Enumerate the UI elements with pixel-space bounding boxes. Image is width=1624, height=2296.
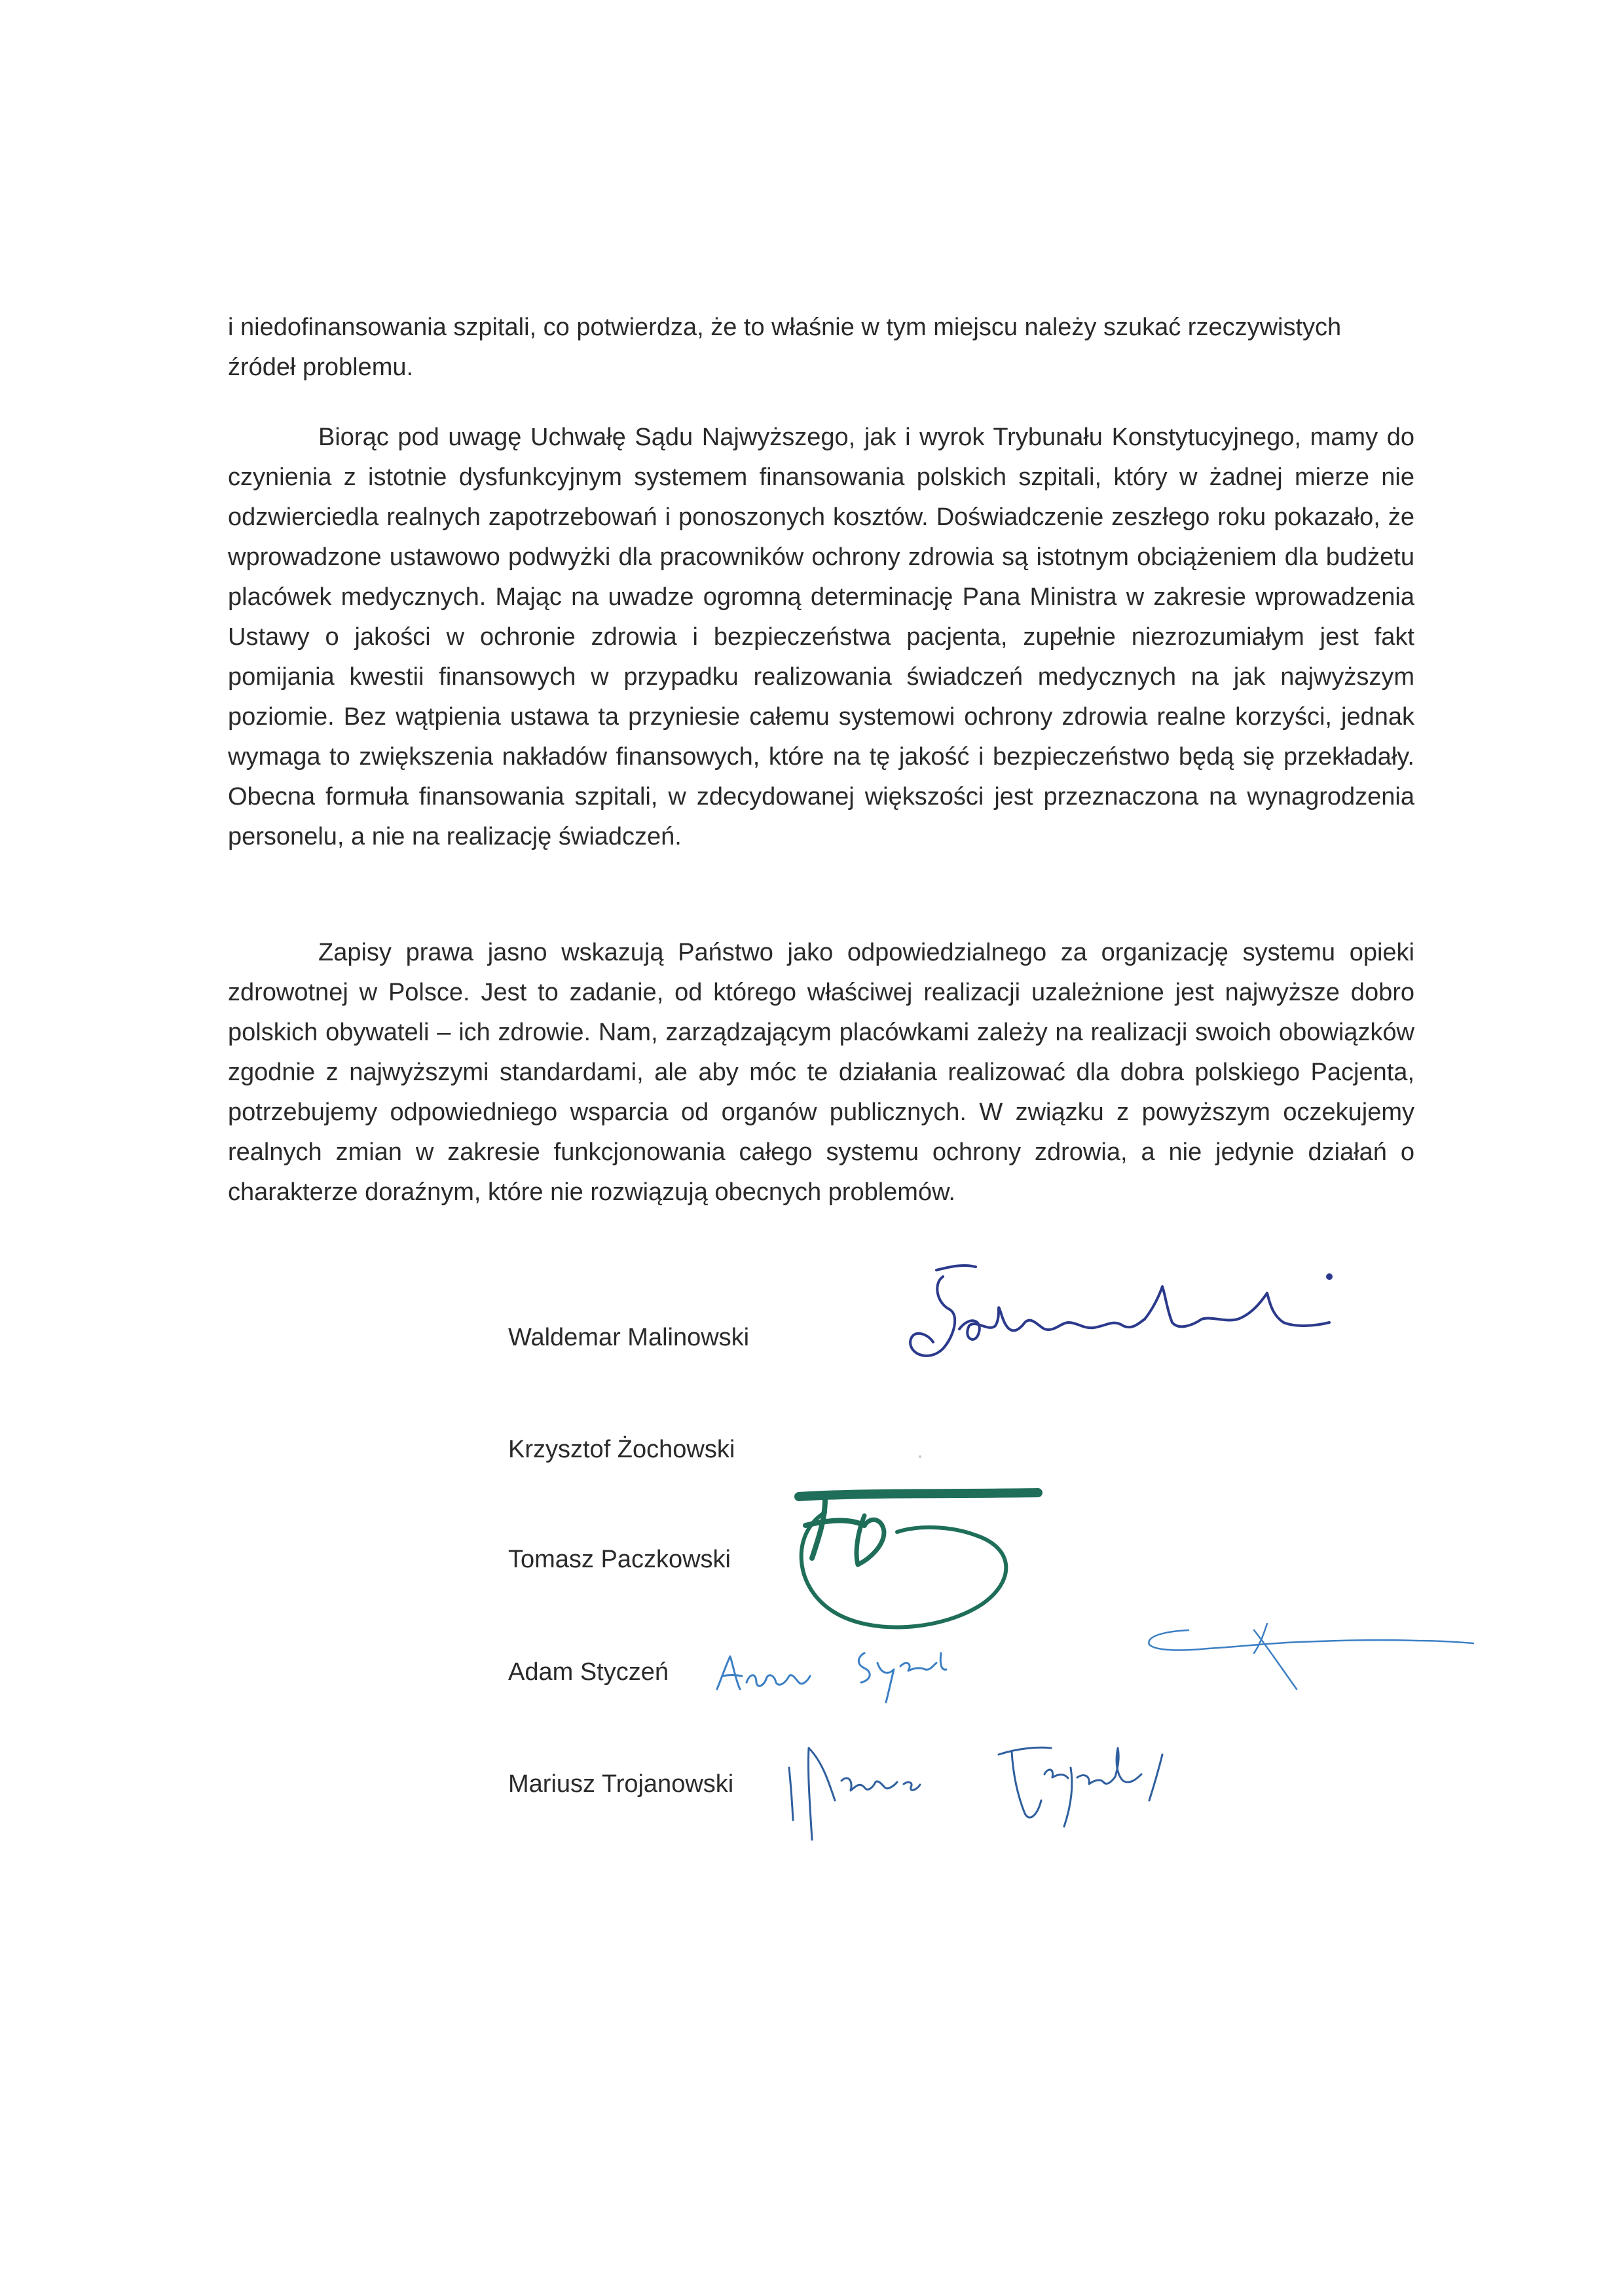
paragraph-text: Biorąc pod uwagę Uchwałę Sądu Najwyższego, jak i wyrok Trybunału Konstytucyjnego, mamy do czynienia z istotnie dysfunkcyjnym systemem finansowania polskich szpitali, który w żadnej mierze nie odzwierciedla realnych zapotrzebowań i ponoszonych kosztów. Doświadczenie zeszłego roku pokazało, że wprowadzone ustawowo podwyżki dla pracowników ochrony zdrowia są istotnym obciążeniem dla budżetu placówek medycznych. Mając na uwadze ogromną determinację Pana Ministra w zakresie wprowadzenia Ustawy o jakości w ochronie zdrowia i bezpieczeństwa pacjenta, zupełnie niezrozumiałym jest fakt pomijania kwestii finansowych w przypadku realizowania świadczeń medycznych na jak najwyższym poziomie. Bez wątpienia ustawa ta przyniesie całemu systemowi ochrony zdrowia realne korzyści, jednak wymaga to zwiększenia nakładów finansowych, które na tę jakość i bezpieczeństwo będą się przekładały. Obecna formuła finansowania szpitali, w zdecydowanej większości jest przeznaczona na wynagrodzenia personelu, a nie na realizację świadczeń. [228, 424, 1414, 850]
signatory-name: Tomasz Paczkowski [508, 1546, 731, 1573]
signatory-name: Adam Styczeń [508, 1658, 669, 1686]
body-paragraph-2 [228, 418, 1414, 857]
paragraph-text: i niedofinansowania szpitali, co potwierdza, że to właśnie w tym miejscu należy szukać rzeczywistych źródeł problemu. [228, 314, 1342, 381]
body-paragraph-3 [228, 933, 1414, 1212]
signature-trojanowski [783, 1722, 1175, 1853]
signatory-name: Krzysztof Żochowski [508, 1436, 735, 1463]
signature-malinowski [897, 1257, 1342, 1388]
stray-mark [917, 1453, 923, 1460]
signatory-name: Mariusz Trojanowski [508, 1770, 734, 1798]
signatory-name: Waldemar Malinowski [508, 1324, 750, 1351]
paragraph-text: Zapisy prawa jasno wskazują Państwo jako odpowiedzialnego za organizację systemu opieki zdrowotnej w Polsce. Jest to zadanie, od którego właściwej realizacji uzależnione jest najwyższe dobro polskich obywateli – ich zdrowie. Nam, zarządzającym placówkami zależy na realizacji swoich obowiązków zgodnie z najwyższymi standardami, ale aby móc te działania realizować dla dobra polskiego Pacjenta, potrzebujemy odpowiedniego wsparcia od organów publicznych. W związku z powyższym oczekujemy realnych zmian w zakresie funkcjonowania całego systemu ochrony zdrowia, a nie jedynie działań o charakterze doraźnym, które nie rozwiązują obecnych problemów. [228, 939, 1414, 1206]
body-paragraph-1 [228, 308, 1414, 388]
signature-styczen [704, 1617, 1483, 1709]
